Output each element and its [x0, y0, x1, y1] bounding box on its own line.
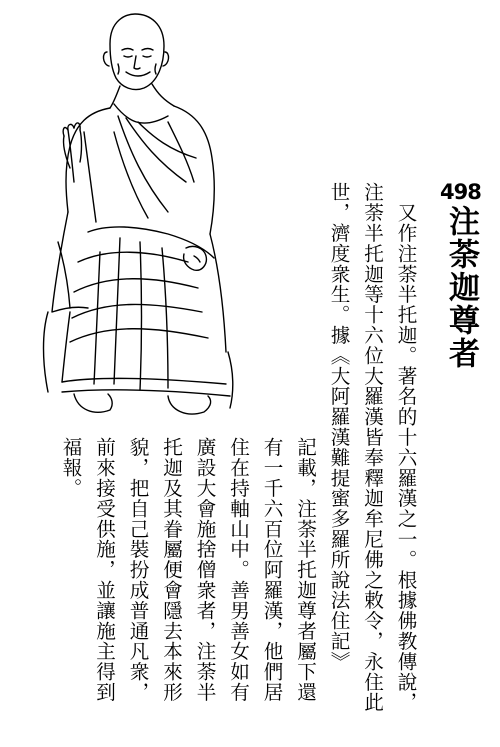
- entry-number: 498: [440, 180, 481, 204]
- entry-body: [54, 182, 423, 714]
- entry-title: 注荼迦尊者: [443, 205, 479, 370]
- paragraph-1: 又作注荼半托迦。著名的十六羅漢之一。根據佛教傳說，注荼半托迦等十六位大羅漢皆奉釋迦牟尼佛之敕令，永住此世，濟度衆生。據《大阿羅漢難提蜜多羅所說法住記》: [327, 182, 417, 713]
- paragraph-2: 記載，注荼半托迦尊者屬下還有一千六百位阿羅漢，他們居住在持軸山中。善男善女如有廣設大會施捨僧衆者，注荼半托迦及其眷屬便會隱去本來形貌，把自己裝扮成普通凡衆，前來接受供施，並讓施主得到福報。: [59, 437, 317, 703]
